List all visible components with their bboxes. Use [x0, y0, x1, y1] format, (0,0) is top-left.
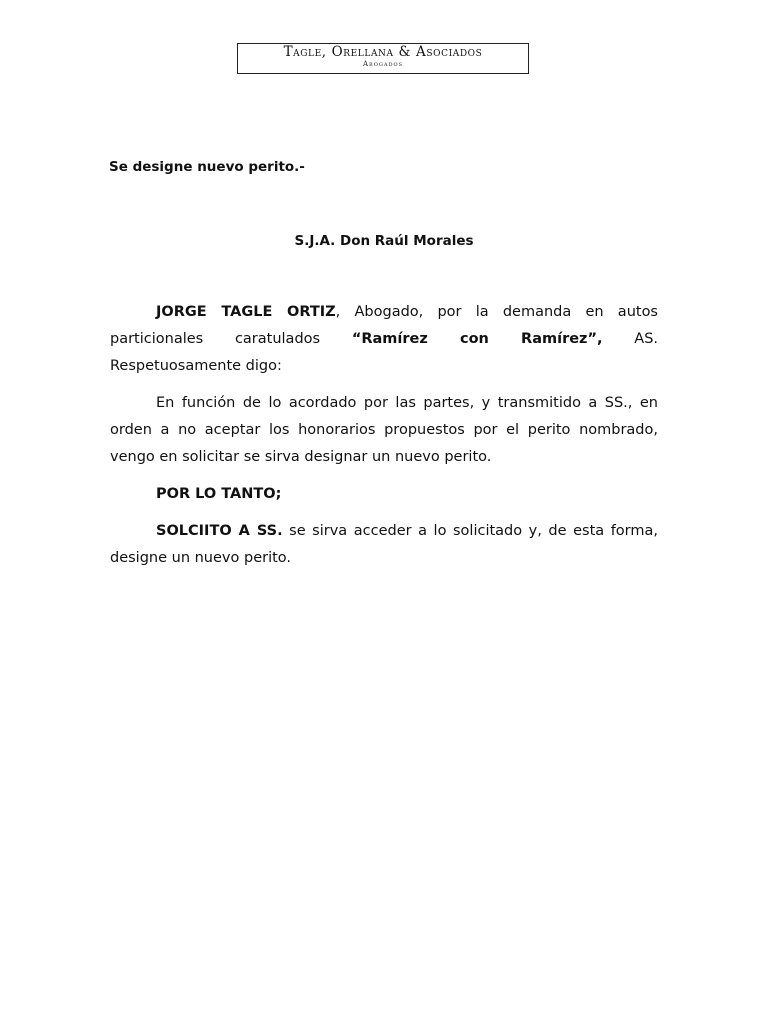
request-paragraph — [110, 518, 658, 572]
firm-subtitle: Abogados — [362, 60, 404, 68]
firm-name: Tagle, Orellana & Asociados — [283, 44, 483, 60]
addressee: S.J.A. Don Raúl Morales — [294, 233, 474, 249]
body-paragraph: En función de lo acordado por las partes, y transmitido a SS., en orden a no aceptar los honorarios propuestos por el perito nombrado, vengo en solicitar se sirva designar un nuevo perito. — [110, 395, 658, 465]
intro-text-1: , Abogado, por la demanda en autos particionales caratulados — [110, 304, 658, 347]
petitioner-name: JORGE TAGLE ORTIZ — [156, 304, 336, 320]
document-subject: Se designe nuevo perito.- — [109, 159, 305, 175]
document-body — [110, 299, 658, 572]
intro-paragraph — [110, 299, 658, 380]
por-lo-tanto-paragraph — [110, 481, 658, 508]
request-lead: SOLCIITO A SS. — [156, 523, 283, 539]
letterhead — [237, 43, 529, 74]
por-lo-tanto: POR LO TANTO; — [156, 486, 282, 502]
request-text: se sirva acceder a lo solicitado y, de esta forma, designe un nuevo perito. — [110, 523, 658, 566]
case-title: “Ramírez con Ramírez”, — [351, 331, 603, 347]
intro-text-2: AS. Respetuosamente digo: — [110, 331, 659, 374]
